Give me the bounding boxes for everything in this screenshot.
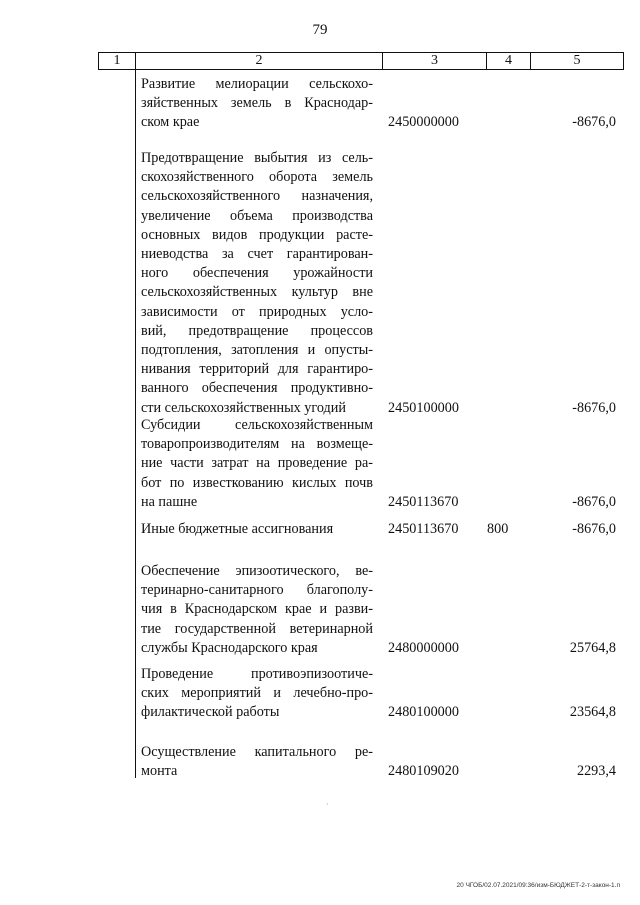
row-name-line: товаропроизводителям на возмеще-: [141, 436, 373, 453]
row-name: [141, 75, 373, 133]
row-code: 2480100000: [388, 704, 459, 721]
row-amount: -8676,0: [572, 493, 616, 510]
row-code: 2450113670: [388, 493, 459, 510]
row-name-line: Развитие мелиорации сельскохо-: [141, 76, 373, 92]
row-code: 2480109020: [388, 763, 459, 780]
row-name-line: ние части затрат на проведение ра-: [141, 455, 373, 472]
row-name-line: на пашне: [141, 493, 198, 510]
row-name-line: теринарно-санитарного благополу-: [141, 582, 373, 599]
row-amount: -8676,0: [572, 399, 616, 416]
row-name-line: ском крае: [141, 114, 200, 131]
row-name-line: ских мероприятий и лечебно-про-: [141, 685, 373, 702]
row-name-line: сельскохозяйственных культур вне: [141, 284, 373, 301]
row-vr: 800: [487, 521, 509, 537]
row-name-line: сти сельскохозяйственных угодий: [141, 399, 346, 416]
row-name-line: Обеспечение эпизоотического, ве-: [141, 563, 373, 579]
row-amount: 2293,4: [576, 763, 616, 780]
row-name-line: Осуществление капитального ре-: [141, 744, 373, 760]
row-name-line: монта: [141, 763, 178, 780]
row-name-line: службы Краснодарского края: [141, 639, 318, 656]
row-name-line: чия в Краснодарском крае и разви-: [141, 601, 373, 618]
row-code: 2450113670: [388, 521, 459, 537]
header-col-3: 3: [383, 53, 487, 69]
header-col-2: 2: [136, 53, 383, 69]
row-name-line: ного обеспечения урожайности: [141, 265, 373, 282]
row-name-line: скохозяйственного оборота земель: [141, 169, 373, 186]
row-amount: -8676,0: [572, 114, 616, 131]
page-number: 79: [312, 22, 328, 38]
row-name-line: вий, предотвращение процессов: [141, 322, 373, 339]
row-name-line: сельскохозяйственного назначения,: [141, 188, 373, 205]
header-col-5: 5: [573, 53, 581, 68]
row-name: [141, 149, 373, 418]
row-name-line: подтопления, затопления и опусты-: [141, 342, 373, 359]
row-code: 2450100000: [388, 399, 459, 416]
row-amount: 23564,8: [569, 704, 616, 721]
footer-stamp: 20 ЧГОБ/02.07.2021/09:36/изм-БЮДЖЕТ-2-т-закон-1.п: [456, 882, 620, 889]
row-amount: 25764,8: [569, 639, 616, 656]
row-name-line: Проведение противоэпизоотиче-: [141, 666, 373, 682]
row-name-line: Субсидии сельскохозяйственным: [141, 417, 373, 433]
row-code: 2480000000: [388, 639, 459, 656]
row-name-line: Предотвращение выбытия из сель-: [141, 150, 373, 166]
row-name: [141, 562, 373, 658]
row-name-line: зяйственных земель в Краснодар-: [141, 95, 373, 112]
header-col-1: 1: [99, 53, 136, 69]
row-name: [141, 743, 373, 781]
row-name-line: зависимости от природных усло-: [141, 303, 373, 320]
row-name: [141, 665, 373, 723]
row-name-line: нивания территорий для гарантиро-: [141, 361, 373, 378]
header-col-4: 4: [487, 53, 531, 69]
row-name-line: основных видов продукции расте-: [141, 226, 373, 243]
row-amount: -8676,0: [572, 521, 616, 537]
row-name-line: увеличение объема производства: [141, 207, 373, 224]
row-name: [141, 416, 373, 512]
row-name-line: ниеводства за счет гарантирован-: [141, 246, 373, 263]
row-name-line: филактической работы: [141, 704, 280, 721]
scan-mark: ·: [326, 800, 329, 809]
column-divider: [135, 69, 136, 778]
row-name-line: ванного обеспечения продуктивно-: [141, 380, 373, 397]
row-name-line: бот по известкованию кислых почв: [141, 474, 373, 491]
table-header: [98, 52, 624, 70]
row-code: 2450000000: [388, 114, 459, 131]
row-name-line: тие государственной ветеринарной: [141, 620, 373, 637]
row-name-line: Иные бюджетные ассигнования: [141, 521, 334, 537]
row-name: [141, 520, 373, 539]
